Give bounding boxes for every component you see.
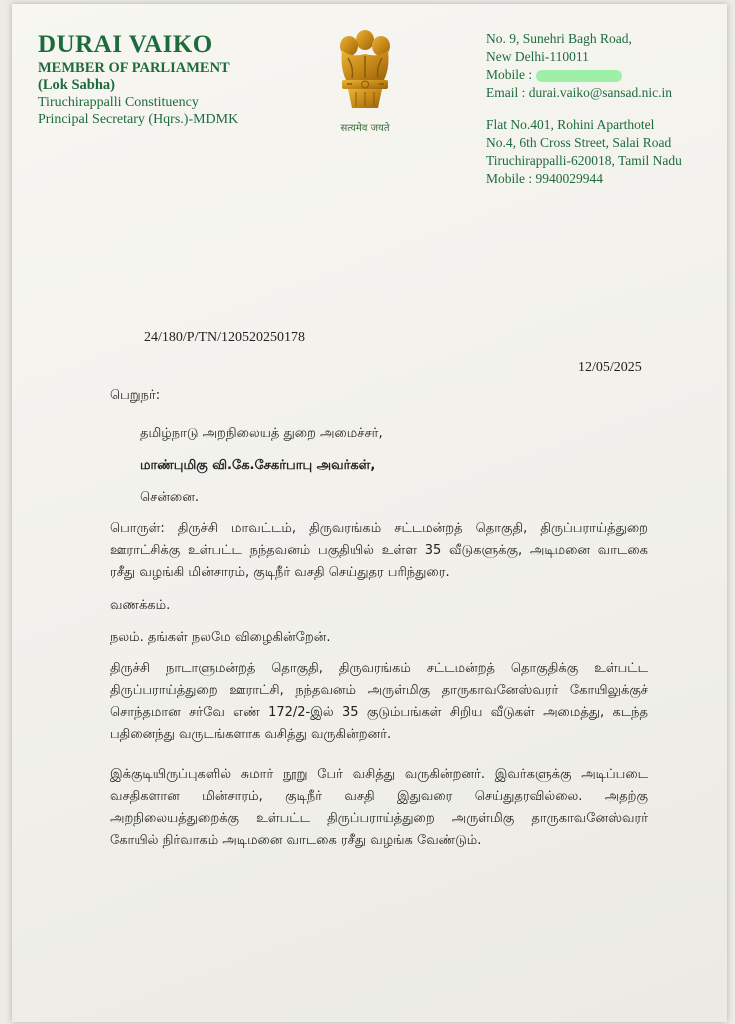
national-emblem bbox=[330, 28, 400, 134]
letter-date: 12/05/2025 bbox=[578, 360, 642, 375]
address-line: Tiruchirappalli-620018, Tamil Nadu bbox=[486, 153, 682, 168]
address-line: New Delhi-110011 bbox=[486, 49, 589, 64]
greeting: வணக்கம். bbox=[110, 598, 171, 613]
mobile-label: Mobile : bbox=[486, 67, 533, 82]
sender-house: (Lok Sabha) bbox=[38, 77, 115, 93]
sender-title: MEMBER OF PARLIAMENT bbox=[38, 60, 230, 76]
to-label: பெறுநர்: bbox=[110, 388, 161, 403]
address-line: No. 9, Sunehri Bagh Road, bbox=[486, 31, 632, 46]
emblem-motto: सत्यमेव जयते bbox=[340, 123, 390, 134]
email-line: Email : durai.vaiko@sansad.nic.in bbox=[486, 85, 673, 100]
body-paragraph: திருச்சி நாடாளுமன்றத் தொகுதி, திருவரங்கம் சட்டமன்றத் தொகுதிக்கு உள்பட்ட திருப்பராய்த்துறை ஊராட்சி, நந்தவனம் அருள்மிகு தாருகாவனேஸ்வரர் கோயிலுக்குச் சொந்தமான சர்வே எண் 172/2-இல் 35 குடும்பங்கள் சிறிய வீடுகள் அமைத்து, கடந்த பதினைந்து வருடங்களாக வசித்து வருகின்றனர். bbox=[110, 661, 648, 742]
wellness-line: நலம். தங்கள் நலமே விழைகின்றேன். bbox=[110, 630, 331, 645]
address-line: No.4, 6th Cross Street, Salai Road bbox=[486, 135, 672, 150]
sender-position: Principal Secretary (Hqrs.)-MDMK bbox=[38, 112, 239, 127]
mobile-line bbox=[486, 66, 682, 84]
reference-number: 24/180/P/TN/120520250178 bbox=[144, 330, 306, 345]
subject-paragraph: பொருள்: திருச்சி மாவட்டம், திருவரங்கம் சட்டமன்றத் தொகுதி, திருப்பராய்த்துறை ஊராட்சிக்கு உள்பட்ட நந்தவனம் பகுதியில் உள்ள 35 வீடுகளுக்கு, அடிமனை வாடகை ரசீது வழங்கி மின்சாரம், குடிநீர் வசதி செய்துதர பரிந்துரை. bbox=[110, 521, 648, 580]
letterhead-address bbox=[486, 30, 682, 188]
sender-constituency: Tiruchirappalli Constituency bbox=[38, 95, 199, 110]
redacted-mobile bbox=[536, 70, 622, 82]
ashoka-emblem-icon bbox=[334, 28, 396, 116]
body-paragraph: இக்குடியிருப்புகளில் சுமார் நூறு பேர் வசித்து வருகின்றனர். இவர்களுக்கு அடிப்படை வசதிகளான மின்சாரம், குடிநீர் வசதி இதுவரை செய்துதரவில்லை. அதற்கு அறநிலையத்துறைக்கு உள்பட்ட திருப்பராய்த்துறை அருள்மிகு தாருகாவனேஸ்வரர் கோயில் நிர்வாகம் அடிமனை வாடகை ரசீது வழங்க வேண்டும். bbox=[110, 767, 648, 848]
sender-name: DURAI VAIKO bbox=[38, 31, 213, 58]
recipient-line: தமிழ்நாடு அறநிலையத் துறை அமைச்சர், bbox=[140, 426, 383, 441]
address-line: Flat No.401, Rohini Aparthotel bbox=[486, 117, 655, 132]
letter-page bbox=[12, 4, 727, 1022]
letterhead-left bbox=[38, 30, 238, 128]
mobile-line: Mobile : 9940029944 bbox=[486, 171, 603, 186]
recipient-line: சென்னை. bbox=[140, 490, 199, 505]
recipient-line: மாண்புமிகு வி.கே.சேகர்பாபு அவர்கள், bbox=[140, 458, 376, 473]
